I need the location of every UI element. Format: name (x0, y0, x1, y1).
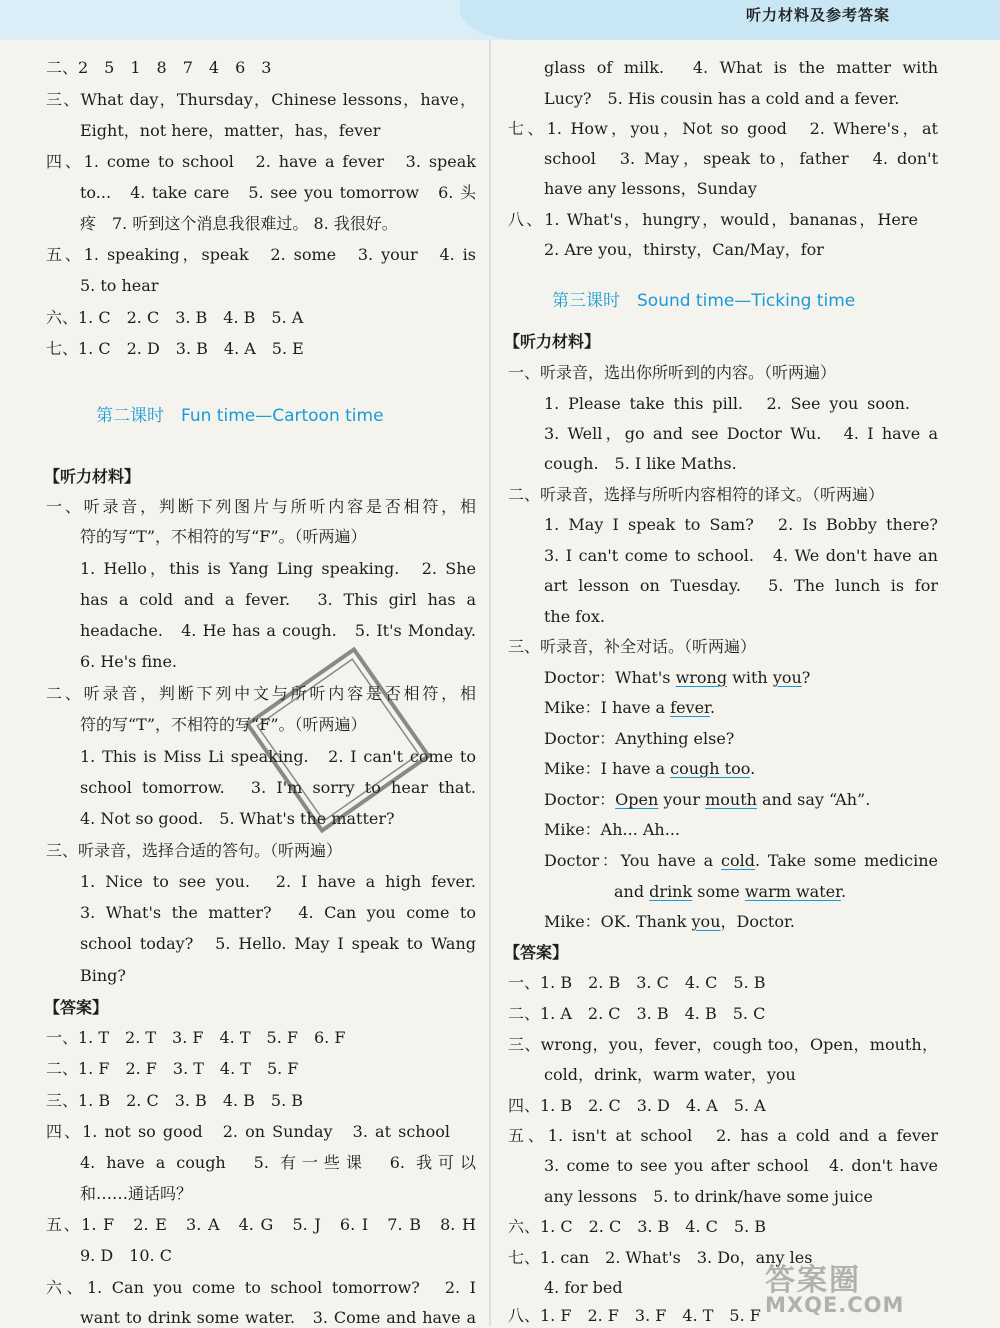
answer-line: 七、1. How，you，Not so good 2. Where's，at (508, 119, 938, 138)
answer-line: want to drink some water. 3. Come and have a (80, 1308, 476, 1327)
answer-line: 五、1. F 2. E 3. A 4. G 5. J 6. I 7. B 8. H (46, 1215, 476, 1234)
listening-line: 3. What's the matter? 4. Can you come to (80, 903, 476, 922)
stamp-logo (238, 640, 438, 840)
listening-line: 1. Hello，this is Yang Ling speaking. 2. She (80, 559, 476, 578)
answer-line: 五、1. isn't at school 2. has a cold and a fever (508, 1126, 938, 1145)
watermark-url: MXQE.COM (765, 1293, 905, 1317)
blank-answer: cough too (670, 759, 751, 778)
answer-line: school 3. May，speak to，father 4. don't (544, 149, 938, 168)
listening-line: 一、听录音，判断下列图片与所听内容是否相符，相 (46, 497, 476, 516)
dialogue-line: Mike：OK. Thank you，Doctor. (544, 912, 795, 931)
blank-answer: mouth (705, 790, 757, 809)
answer-line: 七、1. can 2. What's 3. Do，any les (508, 1248, 813, 1267)
dialogue-line: Mike：Ah... Ah... (544, 820, 680, 839)
answer-line: 二、2 5 1 8 7 4 6 3 (46, 58, 272, 77)
listening-line: cough. 5. I like Maths. (544, 454, 737, 473)
answer-line: 五、1. speaking，speak 2. some 3. your 4. is (46, 245, 476, 264)
listening-line: 二、听录音，选择与所听内容相符的译文。（听两遍） (508, 485, 885, 504)
listening-line: 二、听录音，判断下列中文与所听内容是否相符，相 (46, 684, 476, 703)
section-title-lesson-3: 第三课时 Sound time—Ticking time (552, 291, 856, 311)
listening-line: 3. Well，go and see Doctor Wu. 4. I have a (544, 424, 938, 443)
listening-line: 6. He's fine. (80, 652, 177, 671)
listening-heading: 【听力材料】 (504, 332, 601, 351)
answer-line: 二、1. F 2. F 3. T 4. T 5. F (46, 1059, 299, 1078)
header-wave (460, 0, 1000, 40)
blank-answer: Open (615, 790, 659, 809)
listening-line: 三、听录音，补全对话。（听两遍） (508, 637, 757, 656)
answer-line: 和……通话吗？ (80, 1184, 193, 1203)
answer-line: 三、wrong，you，fever，cough too，Open，mouth， (508, 1035, 938, 1054)
answer-line: 三、1. B 2. C 3. B 4. B 5. B (46, 1091, 304, 1110)
answer-line: 2. Are you，thirsty，Can/May，for (544, 240, 824, 259)
listening-line: 1. May I speak to Sam? 2. Is Bobby there? (544, 515, 938, 534)
answer-line: 4. have a cough 5. 有一些课 6. 我可以 (80, 1153, 476, 1172)
listening-line: 4. Not so good. 5. What's the matter? (80, 809, 395, 828)
answer-line: 一、1. B 2. B 3. C 4. C 5. B (508, 973, 766, 992)
answer-line: 七、1. C 2. D 3. B 4. A 5. E (46, 339, 304, 358)
answer-line: 八、1. What's，hungry，would，bananas，Here (508, 210, 918, 229)
listening-line: 1. Please take this pill. 2. See you soon. (544, 394, 910, 413)
listening-heading: 【听力材料】 (44, 467, 141, 486)
blank-answer: you (772, 668, 802, 687)
answer-line: 3. come to see you after school 4. don't have (544, 1156, 938, 1175)
listening-line: the fox. (544, 607, 605, 626)
answer-line: 三、What day，Thursday，Chinese lessons，have， (46, 90, 476, 109)
answer-line: 一、1. T 2. T 3. F 4. T 5. F 6. F (46, 1028, 346, 1047)
answer-line: 四、1. not so good 2. on Sunday 3. at school (46, 1122, 450, 1141)
listening-line: 1. This is Miss Li speaking. 2. I can't come to (80, 747, 476, 766)
listening-line: 符的写“T”，不相符的写“F”。（听两遍） (80, 715, 367, 734)
dialogue-line: Mike：I have a cough too. (544, 759, 756, 778)
answers-heading: 【答案】 (504, 943, 569, 962)
listening-line: 1. Nice to see you. 2. I have a high fever. (80, 872, 476, 891)
listening-line: 一、听录音，选出你所听到的内容。（听两遍） (508, 363, 837, 382)
answer-line: have any lessons，Sunday (544, 179, 757, 198)
watermark (765, 1255, 904, 1317)
watermark-logo-text: 答案圈 (765, 1263, 861, 1298)
listening-line: 3. I can't come to school. 4. We don't have an (544, 546, 938, 565)
answer-line: 四、1. B 2. C 3. D 4. A 5. A (508, 1096, 766, 1115)
answer-line: 9. D 10. C (80, 1246, 172, 1265)
blank-answer: cold (721, 851, 755, 870)
answer-line: 四、1. come to school 2. have a fever 3. speak (46, 152, 476, 171)
answer-line: Lucy? 5. His cousin has a cold and a fever. (544, 89, 900, 108)
answer-line: 二、1. A 2. C 3. B 4. B 5. C (508, 1004, 766, 1023)
dialogue-line: Mike：I have a fever. (544, 698, 716, 717)
listening-line: school tomorrow. 3. I'm sorry to hear that. (80, 778, 476, 797)
answer-line: 六、1. C 2. C 3. B 4. C 5. B (508, 1217, 767, 1236)
listening-line: Bing? (80, 966, 126, 985)
blank-answer: wrong (675, 668, 728, 687)
answers-heading: 【答案】 (44, 998, 109, 1017)
dialogue-line: Doctor：Open your mouth and say “Ah”. (544, 790, 871, 809)
listening-line: headache. 4. He has a cough. 5. It's Monday. (80, 621, 476, 640)
answer-line: 4. for bed (544, 1278, 623, 1297)
answer-line: cold，drink，warm water，you (544, 1065, 796, 1084)
listening-line: school today? 5. Hello. May I speak to Wang (80, 934, 476, 953)
listening-line: art lesson on Tuesday. 5. The lunch is for (544, 576, 938, 595)
dialogue-line: and drink some warm water. (614, 882, 847, 901)
blank-answer: drink (649, 882, 693, 901)
listening-line: has a cold and a fever. 3. This girl has a (80, 590, 476, 609)
blank-answer: you (691, 912, 721, 931)
blank-answer: warm water (744, 882, 842, 901)
dialogue-line: Doctor：What's wrong with you? (544, 668, 811, 687)
answer-line: 疼 7. 听到这个消息我很难过。 8. 我很好。 (80, 214, 398, 233)
answer-line: 八、1. F 2. F 3. F 4. T 5. F (508, 1306, 761, 1325)
section-title-lesson-2: 第二课时 Fun time—Cartoon time (96, 406, 384, 426)
answer-line: 5. to hear (80, 276, 159, 295)
page-header-title: 听力材料及参考答案 (745, 6, 890, 24)
dialogue-line: Doctor：Anything else? (544, 729, 735, 748)
answer-line: Eight，not here，matter，has，fever (80, 121, 381, 140)
answer-line: 六、1. Can you come to school tomorrow? 2. I (46, 1278, 476, 1297)
column-divider (489, 40, 491, 1326)
listening-line: 符的写“T”，不相符的写“F”。（听两遍） (80, 527, 367, 546)
answer-line: to... 4. take care 5. see you tomorrow 6. 头 (80, 183, 476, 202)
blank-answer: fever (670, 698, 710, 717)
answer-line: any lessons 5. to drink/have some juice (544, 1187, 873, 1206)
dialogue-line: Doctor：You have a cold. Take some medicine (544, 851, 938, 870)
answer-line: 六、1. C 2. C 3. B 4. B 5. A (46, 308, 304, 327)
answer-line: glass of milk. 4. What is the matter with (544, 58, 938, 77)
listening-line: 三、听录音，选择合适的答句。（听两遍） (46, 841, 343, 860)
